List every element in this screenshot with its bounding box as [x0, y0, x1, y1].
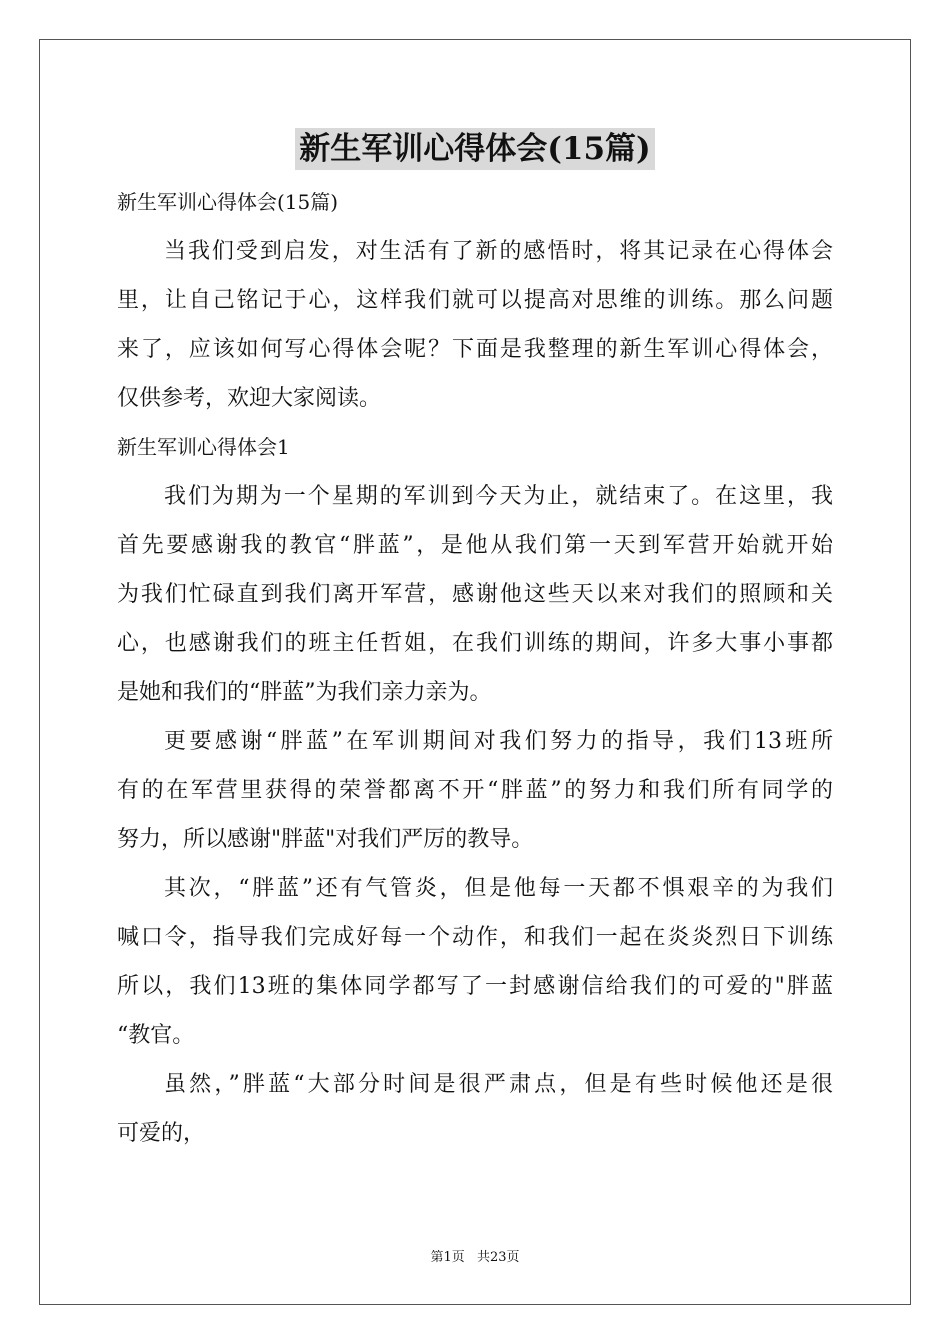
page-number: 第1页: [430, 1250, 465, 1265]
paragraph-line: “教官。: [117, 1023, 195, 1048]
paragraph-line: 来了，应该如何写心得体会呢？下面是我整理的新生军训心得体会，: [117, 337, 833, 362]
paragraph-line: 有的在军营里获得的荣誉都离不开“胖蓝”的努力和我们所有同学的: [117, 778, 833, 803]
paragraph-line: 为我们忙碌直到我们离开军营，感谢他这些天以来对我们的照顾和关: [117, 582, 833, 607]
paragraph-line: 其次，“胖蓝”还有气管炎，但是他每一天都不惧艰辛的为我们: [164, 876, 833, 901]
title-container: [0, 128, 950, 170]
section-heading: 新生军训心得体会1: [117, 435, 290, 459]
paragraph-line: 里，让自己铭记于心，这样我们就可以提高对思维的训练。那么问题: [117, 288, 833, 313]
paragraph-line: 更要感谢“胖蓝”在军训期间对我们努力的指导，我们13班所: [164, 729, 833, 754]
section-heading: 新生军训心得体会(15篇): [117, 190, 339, 214]
document-title: 新生军训心得体会(15篇): [295, 128, 654, 170]
paragraph-line: 虽然，”胖蓝“大部分时间是很严肃点，但是有些时候他还是很: [164, 1072, 833, 1097]
page-footer: [0, 1246, 950, 1265]
paragraph-line: 当我们受到启发，对生活有了新的感悟时，将其记录在心得体会: [164, 239, 833, 264]
paragraph-line: 是她和我们的“胖蓝”为我们亲力亲为。: [117, 680, 492, 705]
paragraph-line: 首先要感谢我的教官“胖蓝”，是他从我们第一天到军营开始就开始: [117, 533, 833, 558]
paragraph-line: 我们为期为一个星期的军训到今天为止，就结束了。在这里，我: [164, 484, 833, 509]
paragraph-line: 所以，我们13班的集体同学都写了一封感谢信给我们的可爱的"胖蓝: [117, 974, 833, 999]
document-body: [117, 178, 833, 1158]
paragraph-line: 可爱的，: [117, 1121, 206, 1146]
paragraph-line: 仅供参考，欢迎大家阅读。: [117, 386, 382, 411]
paragraph-line: 心，也感谢我们的班主任哲姐，在我们训练的期间，许多大事小事都: [117, 631, 833, 656]
page-total: 共23页: [476, 1250, 520, 1265]
paragraph-line: 喊口令，指导我们完成好每一个动作，和我们一起在炎炎烈日下训练: [117, 925, 833, 950]
paragraph-line: 努力，所以感谢"胖蓝"对我们严厉的教导。: [117, 827, 534, 852]
